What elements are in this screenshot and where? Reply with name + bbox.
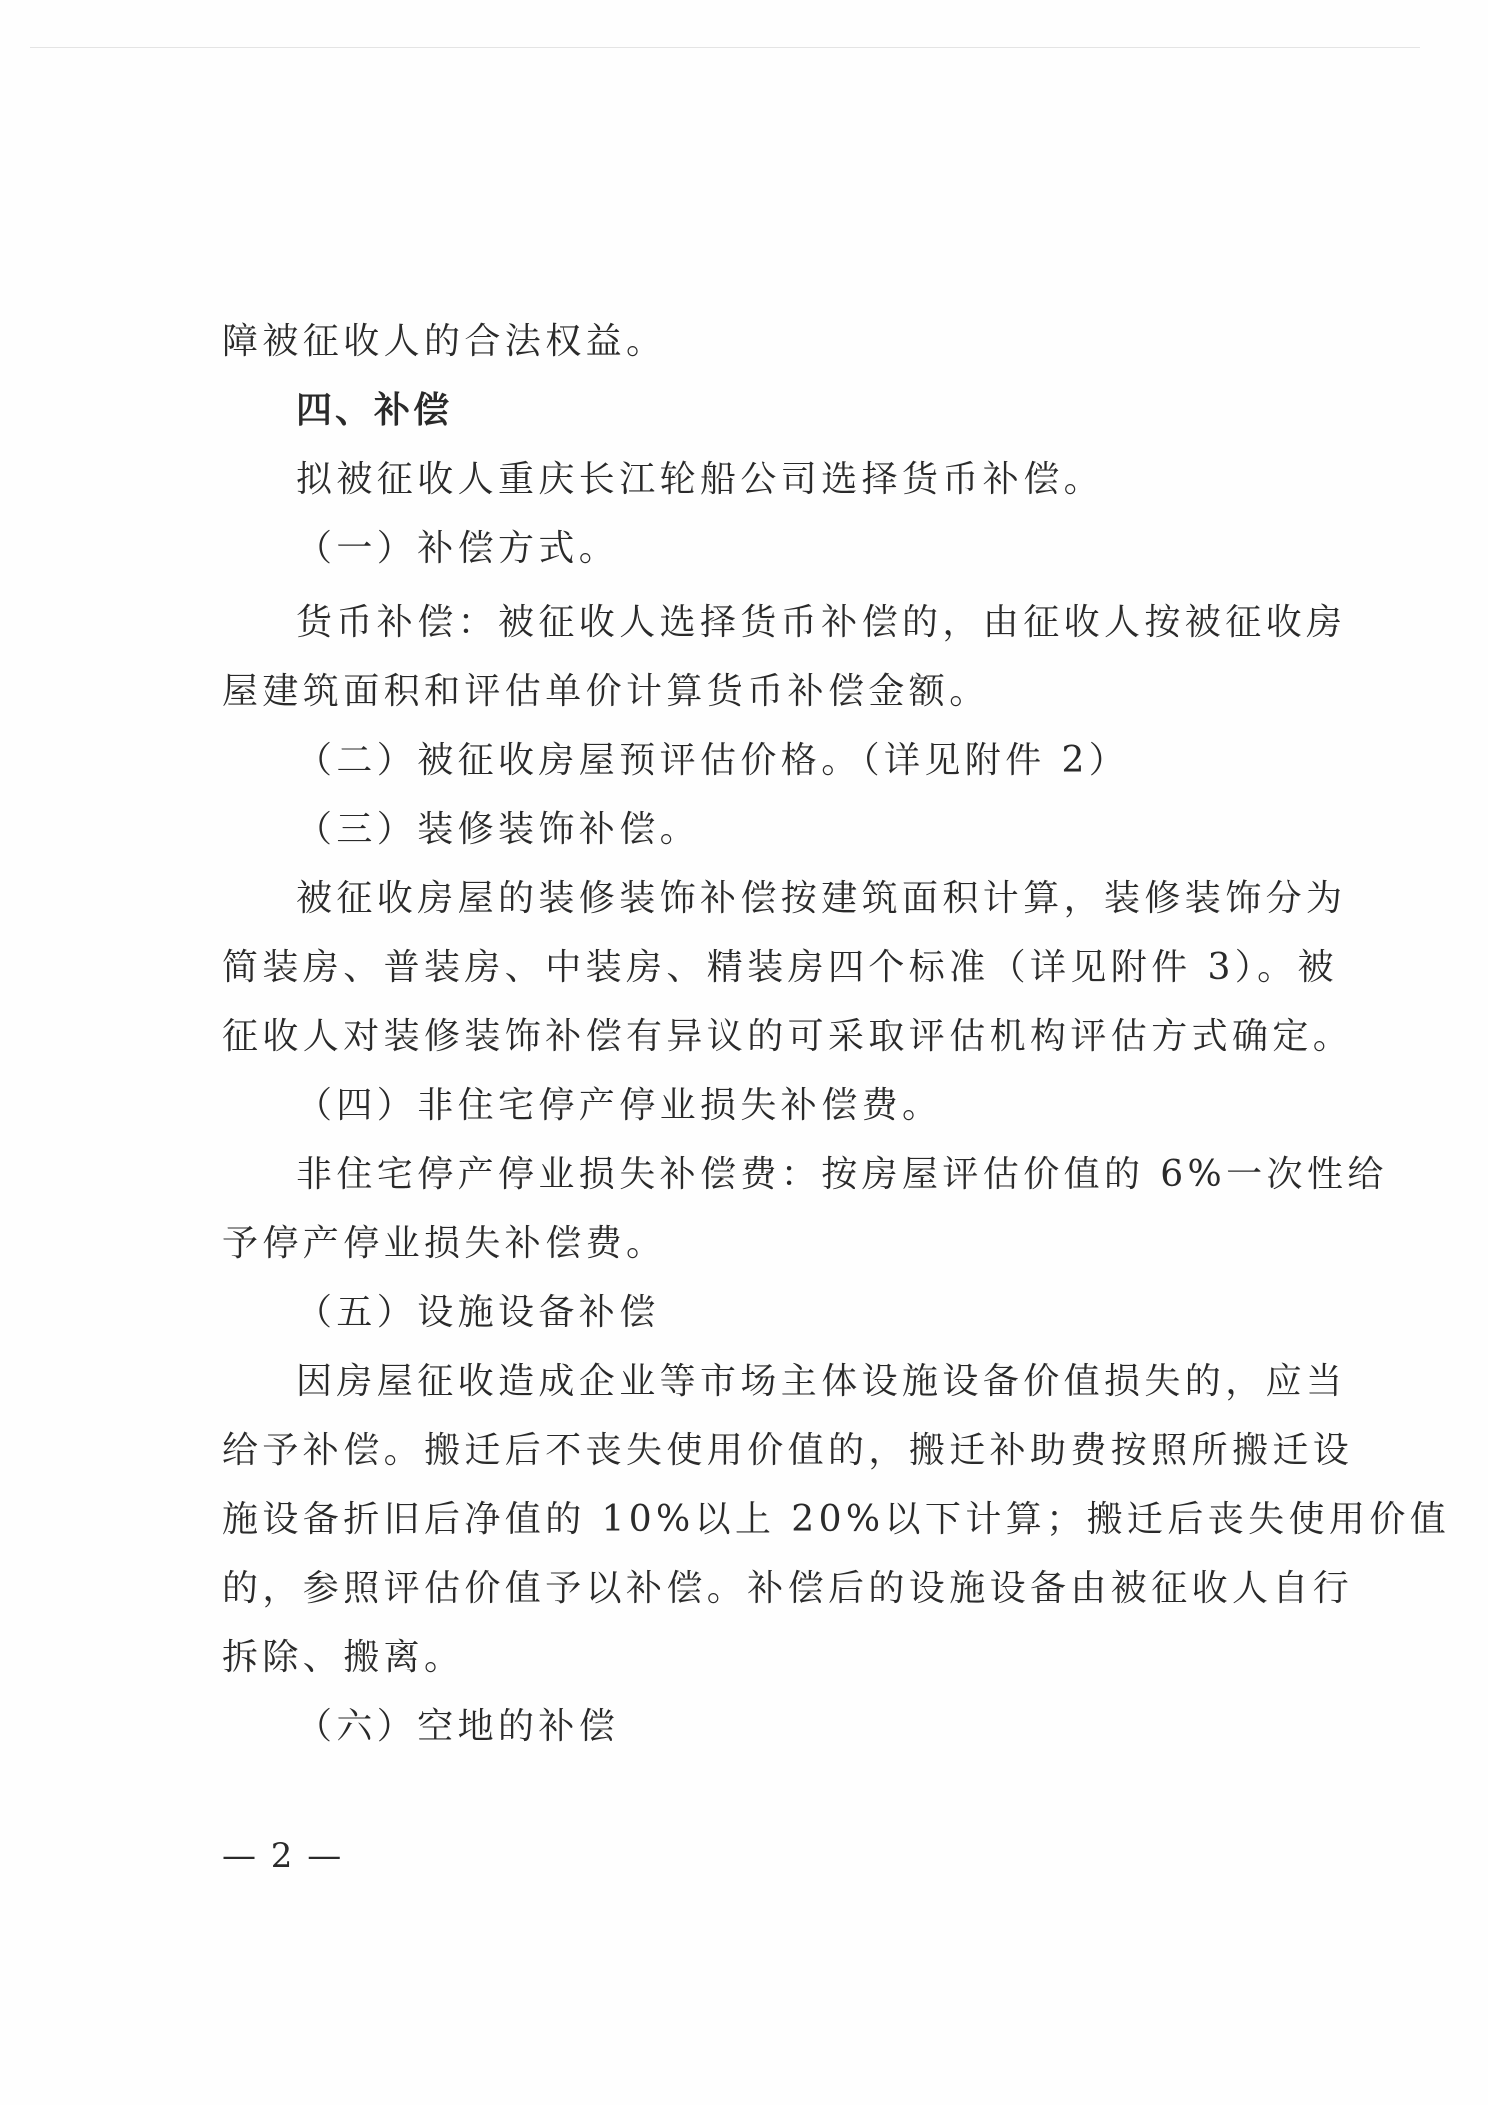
paragraph-continuation: 障被征收人的合法权益。 [222, 321, 667, 362]
paragraph-line: 给予补偿。搬迁后不丧失使用价值的，搬迁补助费按照所搬迁设 [222, 1430, 1354, 1471]
paragraph-line: 的，参照评估价值予以补偿。补偿后的设施设备由被征收人自行 [222, 1568, 1354, 1609]
section-heading-compensation: 四、补偿 [296, 390, 453, 431]
paragraph-line: 货币补偿：被征收人选择货币补偿的，由征收人按被征收房 [296, 602, 1347, 643]
page-number: — 2 — [222, 1836, 344, 1876]
paragraph-line: 拟被征收人重庆长江轮船公司选择货币补偿。 [296, 459, 1105, 500]
paragraph-line: 简装房、普装房、中装房、精装房四个标准（详见附件 3）。被 [222, 947, 1338, 988]
subheading-compensation-method: （一）补偿方式。 [296, 528, 620, 569]
paragraph-line: 征收人对装修装饰补偿有异议的可采取评估机构评估方式确定。 [222, 1016, 1354, 1057]
subheading-decoration: （三）装修装饰补偿。 [296, 809, 701, 850]
paragraph-line: 予停产停业损失补偿费。 [222, 1223, 667, 1264]
subheading-pre-assessment: （二）被征收房屋预评估价格。（详见附件 2） [296, 740, 1130, 781]
paragraph-line: 施设备折旧后净值的 10%以上 20%以下计算；搬迁后丧失使用价值 [222, 1499, 1451, 1540]
subheading-equipment: （五）设施设备补偿 [296, 1292, 660, 1333]
subheading-business-loss: （四）非住宅停产停业损失补偿费。 [296, 1085, 943, 1126]
top-border-line [30, 47, 1420, 48]
paragraph-line: 非住宅停产停业损失补偿费：按房屋评估价值的 6%一次性给 [296, 1154, 1388, 1195]
paragraph-line: 因房屋征收造成企业等市场主体设施设备价值损失的，应当 [296, 1361, 1347, 1402]
paragraph-line: 被征收房屋的装修装饰补偿按建筑面积计算，装修装饰分为 [296, 878, 1347, 919]
paragraph-line: 屋建筑面积和评估单价计算货币补偿金额。 [222, 671, 990, 712]
subheading-vacant-land: （六）空地的补偿 [296, 1706, 620, 1747]
paragraph-line: 拆除、搬离。 [222, 1637, 465, 1678]
